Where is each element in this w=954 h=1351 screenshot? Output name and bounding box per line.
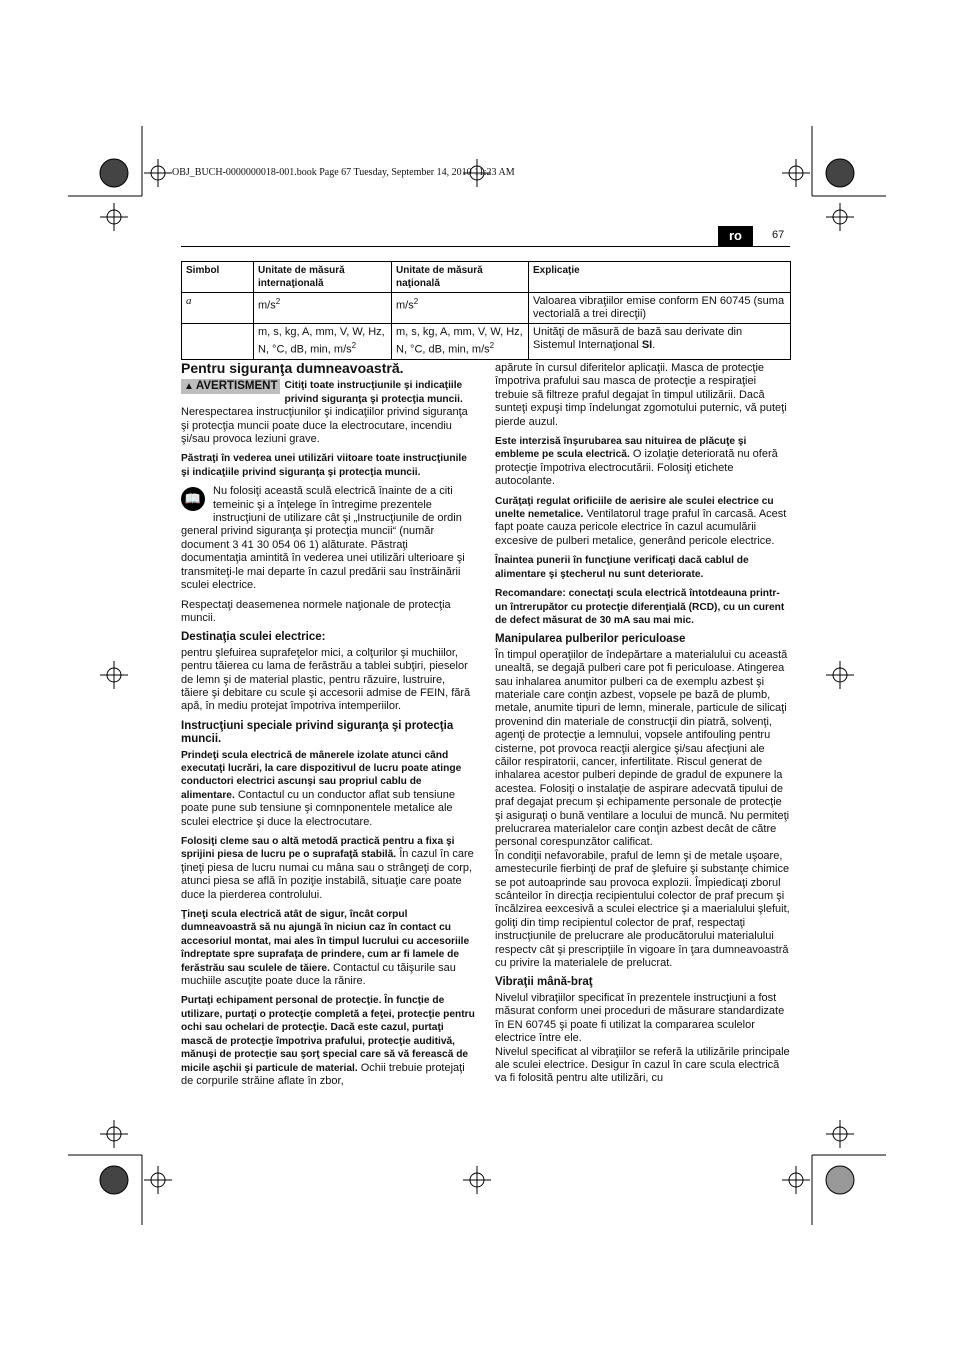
warning-triangle-icon: ▲ [184,381,194,393]
header-rule [181,246,790,247]
table-cell-intl: $m/s^2$ [254,293,392,324]
special-instructions-heading: Instrucţiuni speciale privind siguranţa şi protecţia muncii. [181,719,454,746]
left-column [181,362,475,1094]
vibration-text: Nivelul vibraţiilor specificat în prezentele instrucţiuni a fost măsurat conform unei proceduri de măsurare standardizate în EN 60745 şi poate fi utilizat la compararea sculelor electrice între ele. [495,991,785,1045]
table-header-cell: Simbol [182,262,254,293]
keep-instructions: Păstraţi în vederea unei utilizări viitoare toate instrucţiunile şi indicaţiile privind siguranţa şi protecţia muncii. [181,453,467,478]
table-header-cell: Explicaţie [529,262,791,293]
language-badge: ro [718,226,753,246]
table-row [182,293,791,324]
safety-paragraph: Curăţaţi regulat orificiile de aerisire ale sculei electrice cu unelte nemetalice. Ventilatorul trage praful în carcasă. Acest fapt poate cauza pericole electrice în cazul acumulării excesive de pulberi metalice, generând pericole electrice. [495,495,787,547]
read-manual-paragraph: 📖 Nu folosiţi această sculă electrică înainte de a citi temeinic şi a înţelege în întregime prezentele instrucţiuni de utilizare cât şi „Instrucţiunile de ordin general privind siguranţa şi protecţia muncii“ (număr document 3 41 30 054 06 1) alăturate. Păstraţi documentaţia amintită în vederea unei utilizări ulterioare şi transmiteţi-le mai departe în cazul predării sau înstrăinării sculei electrice. [181,485,465,592]
safety-paragraph: Este interzisă înşurubarea sau nituirea de plăcuţe şi embleme pe scula electrică. O izolaţie deteriorată nu oferă protecţie împotriva electrocutării. Folosiţi etichete autocolante. [495,436,778,488]
symbol-table [181,261,791,360]
safety-paragraph: Prindeţi scula electrică de mânerele izolate atunci când executaţi lucrări, la care dispozitivul de lucru poate atinge conductori electrici ascunşi sau propriul cablu de alimentare. Contactul cu un conductor aflat sub tensiune poate pune sub tensiune şi comnponentele metalice ale sculei electrice şi duce la electrocutare. [181,749,462,828]
vibration-text-2: Nivelul specificat al vibraţiilor se referă la utilizările principale ale sculei electrice. Desigur în cazul în care scula electrică va fi folosită pentru alte utilizări, cu [495,1045,790,1085]
national-rules-paragraph: Respectaţi deasemenea normele naţionale de protecţia muncii. [181,598,451,624]
continued-paragraph: apărute în cursul diferitelor aplicaţii. Masca de protecţie împotriva prafului sau masca de protecţie a respiraţiei trebuie să filtreze praful degajat în timpul utilizării. Dacă sunteţi expuşi timp îndelungat zgomotului puternic, vă puteţi pierde auzul. [495,362,787,428]
dust-heading: Manipularea pulberilor periculoase [495,633,686,646]
right-column [495,362,791,1092]
safety-paragraph: Ţineţi scula electrică atât de sigur, încât corpul dumneavoastră să nu ajungă în niciun caz în contact cu accesoriul montat, mai ales în timpul lucrului cu accesoriile îndreptate spre suprafaţa de prindere, cum ar fi lamele de ferăstrău sau sculele de tăiere. Contactul cu tăişurile sau muchiile ascuţite poate duce la rănire. [181,909,470,988]
table-cell-intl: m, s, kg, A, mm, V, W, Hz, N, °C, dB, min, $m/s^2$ [254,324,392,360]
safety-paragraph: Recomandare: conectaţi scula electrică întotdeauna printr-un întrerupător cu protecţie diferenţială (RCD), cu un curent de defect măsurat de 30 mA sau mai mic. [495,588,785,626]
table-cell-expl: Unităţi de măsură de bază sau derivate din Sistemul Internaţional SI. [529,324,791,360]
table-cell-expl: Valoarea vibraţiilor emise conform EN 60745 (suma vectorială a trei direcţii) [529,293,791,324]
section-title: Pentru siguranţa dumneavoastră. [181,360,404,376]
purpose-text: pentru şlefuirea suprafeţelor mici, a colţurilor şi muchiilor, pentru tăierea cu lama de ferăstrău a tablei subţiri, pieselor de lemn şi de material plastic, pentru răzuire, lustruire, tăiere şi debitare cu scule şi accesorii admise de FEIN, fără apă, în mediu protejat împotriva intemperiilor. [181,646,471,713]
table-cell-natl: m, s, kg, A, mm, V, W, Hz, N, °C, dB, min, $m/s^2$ [392,324,529,360]
file-header-line: OBJ_BUCH-0000000018-001.book Page 67 Tuesday, September 14, 2010 11:23 AM [172,167,515,178]
purpose-heading: Destinaţia sculei electrice: [181,631,326,644]
vibration-heading: Vibraţii mână-braţ [495,976,593,989]
table-header-cell: Unitate de măsură naţională [392,262,529,293]
table-header-row [182,262,791,293]
dust-text: În timpul operaţiilor de îndepărtare a materialului cu această unealtă, se degajă pulberi care pot fi periculoase. Atingerea sau inhalarea anumitor pulberi ca de exemplu azbest şi materiale care conţin azbest, vopsele pe bază de plumb, metale, anumite tipuri de lemn, minerale, particule de silicaţi provenind din materiale de construcţii din piatră, solvenţi, agenţi de protecţie a lemnului, vopsele antifouling pentru cisterne, pot provoca reacţii alergice şi/sau afecţiuni ale căilor respiratorii, cancer, infertilitate. Riscul generat de inhalarea acestor pulberi depinde de gradul de expunere la acestea. Folosiţi o instalaţie de aspirare adecvată tipului de praf degajat precum şi echipamente personale de protecţie şi asiguraţi o bună ventilare a locului de muncă. Nu permiteţi prelucrarea materialelor care conţin azbest decât de către personal corespunzător calificat. [495,648,790,849]
table-cell-natl: $m/s^2$ [392,293,529,324]
dust-text-2: În condiţii nefavorabile, praful de lemn şi de metale uşoare, amestecurile fierbinţi de praf de şlefuire şi substanţe chimice se pot autoaprinde sau provoca explozii. Împiedicaţi zborul scânteilor în direcţia recipientului colector de praf precum şi încălzirea eexcesivă a sculei electrice şi a maerialului şlefuit, goliţi din timp recipientul colector de praf, respectaţi instrucţiunile de prelucrare ale producătorului materialului respectv cât şi prescripţiile în vigoare în ţara dumneavoastră cu privire la materialele de prelucrat. [495,849,790,970]
safety-paragraph: Folosiţi cleme sau o altă metodă practică pentru a fixa şi sprijini piesa de lucru pe o suprafaţă stabilă. În cazul în care ţineţi piesa de lucru numai cu mâna sau o strângeţi de corp, atunci piesa se află în poziţie instabilă, situaţie care poate duce la pierderea controlului. [181,836,474,901]
table-cell-symbol [182,324,254,360]
warning-paragraph: ▲ AVERTISMENT Citiţi toate instrucţiunile şi indicaţiile privind siguranţa şi protecţia muncii. Nerespectarea instrucţiunilor şi indicaţiilor privind siguranţa şi protecţia muncii poate duce la electrocutare, incendiu şi/sau provoca leziuni grave. [181,380,468,446]
table-cell-symbol: a [182,293,254,324]
table-row [182,324,791,360]
safety-paragraph: Înaintea punerii în funcţiune verificaţi dacă cablul de alimentare şi ştecherul nu sunt deteriorate. [495,555,749,580]
safety-paragraph: Purtaţi echipament personal de protecţie. În funcţie de utilizare, purtaţi o protecţie completă a feţei, protecţie pentru ochi sau ochelari de protecţie. Dacă este cazul, purtaţi mască de protecţie împotriva prafului, protecţie auditivă, mănuşi de protecţie sau şorţ special care să vă ferească de micile aşchii şi particule de material. Ochii trebuie protejaţi de corpurile străine aflate în zbor, [181,995,475,1087]
table-header-cell: Unitate de măsură internaţională [254,262,392,293]
read-manual-icon: 📖 [181,487,205,511]
page-number: 67 [772,229,785,241]
warning-badge: ▲ AVERTISMENT [181,379,280,394]
